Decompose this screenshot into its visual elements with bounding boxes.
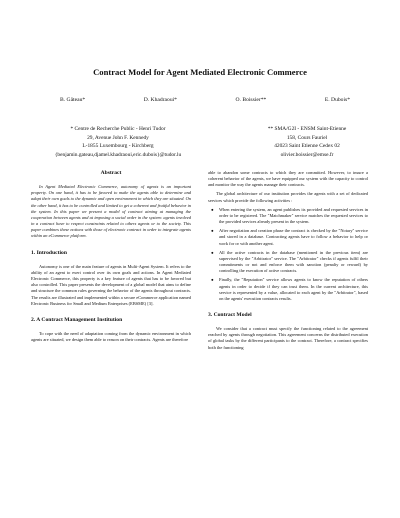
- affiliation-tudor: [28, 125, 208, 159]
- list-item: [211, 206, 368, 225]
- list-item-text: Finally, the "Reputation" service allows agents to know the reputation of others agents in order to decide if they can trust them. In the current architecture, this service is represented by a value, allocated to each agent by the "Arbitrator", based on the agents' execution contracts results.: [219, 277, 368, 301]
- author-name: O. Boissier**: [235, 97, 267, 103]
- right-column: [208, 170, 368, 354]
- section-heading-contract-management: 2. A Contract Management Institution: [31, 316, 123, 323]
- affiliation-line: 29, Avenue John F. Kennedy: [87, 134, 149, 141]
- list-item-text: When entering the system, an agent publishes its provided and requested services in order to be registered. The "Matchmaker" service matches the requested services to the provided services already present in the system.: [219, 206, 368, 225]
- abstract: [31, 184, 191, 239]
- author-name: B. Gâteau*: [60, 97, 86, 103]
- section2-text: To cope with the need of adaptation coming from the dynamic environment in which agents are situated, we design them able to reason on their contracts. Agents are therefore: [31, 330, 191, 343]
- bullet-icon: ●: [211, 206, 214, 212]
- affiliation-line: ** SMA/G2I - ENSM Saint-Etienne: [267, 126, 347, 132]
- list-item-text: All the active contracts in the database (mentioned in the previous item) are supervised by the "Arbitrator" service. The "Arbitrator" checks if agents fulfil their commitments or not and enforce them with sanction (penalty or reward) by controlling the execution of active contracts.: [219, 249, 368, 274]
- author-name: E. Dubois*: [324, 97, 350, 103]
- affiliation-line: 158, Cours Fauriel: [286, 134, 328, 141]
- bullet-icon: ●: [211, 228, 214, 234]
- author-name: D. Khadraoui*: [143, 97, 177, 103]
- list-item: [211, 228, 368, 246]
- paragraph: The global architecture of our institution provides the agents with a set of dedicated services which provide the following activities :: [208, 191, 368, 203]
- list-item-text: After negotiation and creation phase the contract is checked by the "Notary" service and stored in a database. Contracting agents have to follow a behavior to help or work for or with another agent.: [219, 228, 368, 246]
- paragraph: able to abandon some contracts to which they are committed. However, to insure a coherent behavior of the agents, we have equipped our system with the capacity to control and monitor the way the agents manage their contracts.: [208, 170, 368, 188]
- author-list: [60, 97, 350, 103]
- affiliation-emse: [232, 125, 382, 159]
- services-list: [208, 207, 368, 302]
- section3-text: We consider that a contract must specify the functioning related to the agreement reached by agents through negotiation. This agreement concerns the distributed execution of global tasks by the different participants to the contract. Therefore, a contract specifies both the functioning: [208, 326, 368, 350]
- introduction-text: Autonomy is one of the main feature of agents in Multi-Agent System. It refers to the ability of an agent to exert control over its own goals and actions. In Agent Mediated Electronic Commerce, this property is a key feature of agents that has to be favored but also controlled. This paper presents the development of a global model that aims to define and structure the common rules governing the behavior of the agents throughout contracts. The results are illustrated and implemented within a secure eCommerce application named Electronic Business for Small and Medium Enterprises (EBSME) [3].: [31, 263, 191, 306]
- affiliation-email: olivier.boissier@emse.fr: [280, 151, 334, 158]
- list-item: [211, 249, 368, 275]
- left-column: [31, 170, 191, 346]
- bullet-icon: ●: [211, 249, 214, 255]
- section-heading-contract-model: 3. Contract Model: [208, 311, 252, 318]
- affiliation-line: L-1855 Luxembourg - Kirchberg: [82, 143, 154, 150]
- affiliation-line: * Centre de Recherche Public - Henri Tudor: [70, 126, 166, 132]
- bullet-icon: ●: [211, 277, 214, 283]
- section-heading-introduction: 1. Introduction: [31, 249, 67, 256]
- abstract-heading: Abstract: [100, 170, 122, 176]
- paper-title: Contract Model for Agent Mediated Electronic Commerce: [93, 67, 307, 77]
- abstract-text: In Agent Mediated Electronic Commerce, autonomy of agents is an important property. On one hand, it has to be favored to make the agents able to determine and adapt their own goals to the dynamic and open environment in which they are situated. On the other hand, it has to be controlled and limited to get a coherent and fruitful behavior in the system. In this paper we present a model of contract aiming at managing the cooperation between agents and at imposing a social order in the system: agents involved in a contract have to respect constraints related to others agents or to the society. This paper combines these notions with those of electronic contract in order to integrate agents within an eCommerce platform.: [31, 184, 191, 239]
- affiliation-email: {benjamin.gateau,djamel.khadraoui,eric.dubois}@tudor.lu: [54, 151, 182, 158]
- list-item: [211, 277, 368, 302]
- affiliation-line: 42023 Saint Etienne Cedex 02: [274, 143, 340, 150]
